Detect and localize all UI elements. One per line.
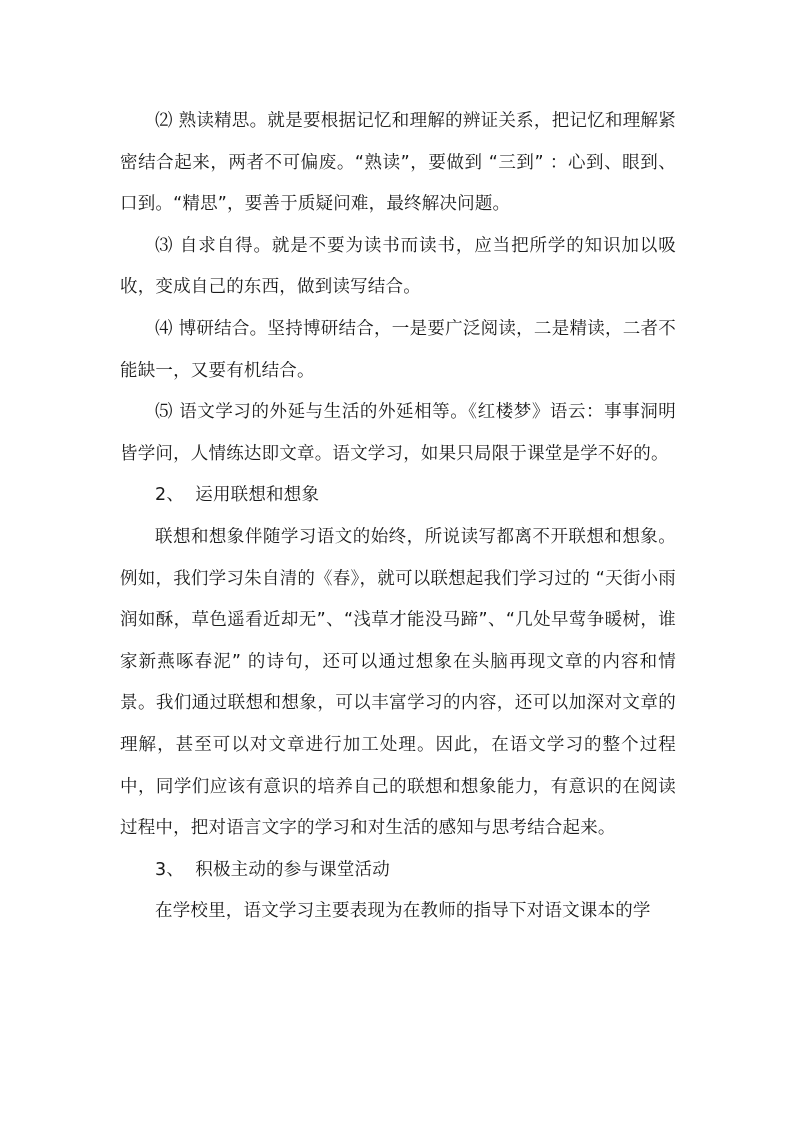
section-3-heading	[120, 850, 676, 892]
section-2-number: 2、	[155, 485, 185, 506]
method-item-2: ⑵ 熟读精思。就是要根据记忆和理解的辨证关系，把记忆和理解紧密结合起来，两者不可偏废。“熟读”，要做到 “三到” ：心到、眼到、口到。“精思”，要善于质疑问难，最终解决问题。	[120, 111, 676, 215]
section-3-number: 3、	[155, 859, 185, 880]
section-2-paragraph: 联想和想象伴随学习语文的始终，所说读写都离不开联想和想象。例如，我们学习朱自清的《春》，就可以联想起我们学习过的 “天街小雨润如酥，草色遥看近却无”、“浅草才能没马蹄”、“几处早莺争暖树，谁家新燕啄春泥” 的诗句，还可以通过想象在头脑再现文章的内容和情景。我们通过联想和想象，可以丰富学习的内容，还可以加深对文章的理解，甚至可以对文章进行加工处理。因此，在语文学习的整个过程中，同学们应该有意识的培养自己的联想和想象能力，有意识的在阅读过程中，把对语言文字的学习和对生活的感知与思考结合起来。	[120, 526, 676, 839]
document-body	[120, 101, 676, 933]
method-item-4: ⑷ 博研结合。坚持博研结合，一是要广泛阅读，二是精读，二者不能缺一，又要有机结合。	[120, 318, 676, 381]
section-3-title: 积极主动的参与课堂活动	[195, 859, 390, 880]
section-2-title: 运用联想和想象	[195, 485, 320, 506]
section-2-heading	[120, 475, 676, 517]
method-item-3: ⑶ 自求自得。就是不要为读书而读书，应当把所学的知识加以吸收，变成自己的东西，做到读写结合。	[120, 235, 676, 298]
section-3-paragraph: 在学校里，语文学习主要表现为在教师的指导下对语文课本的学	[155, 901, 651, 922]
method-item-5: ⑸ 语文学习的外延与生活的外延相等。《红楼梦》语云：事事洞明皆学问，人情练达即文章。语文学习，如果只局限于课堂是学不好的。	[120, 402, 676, 464]
